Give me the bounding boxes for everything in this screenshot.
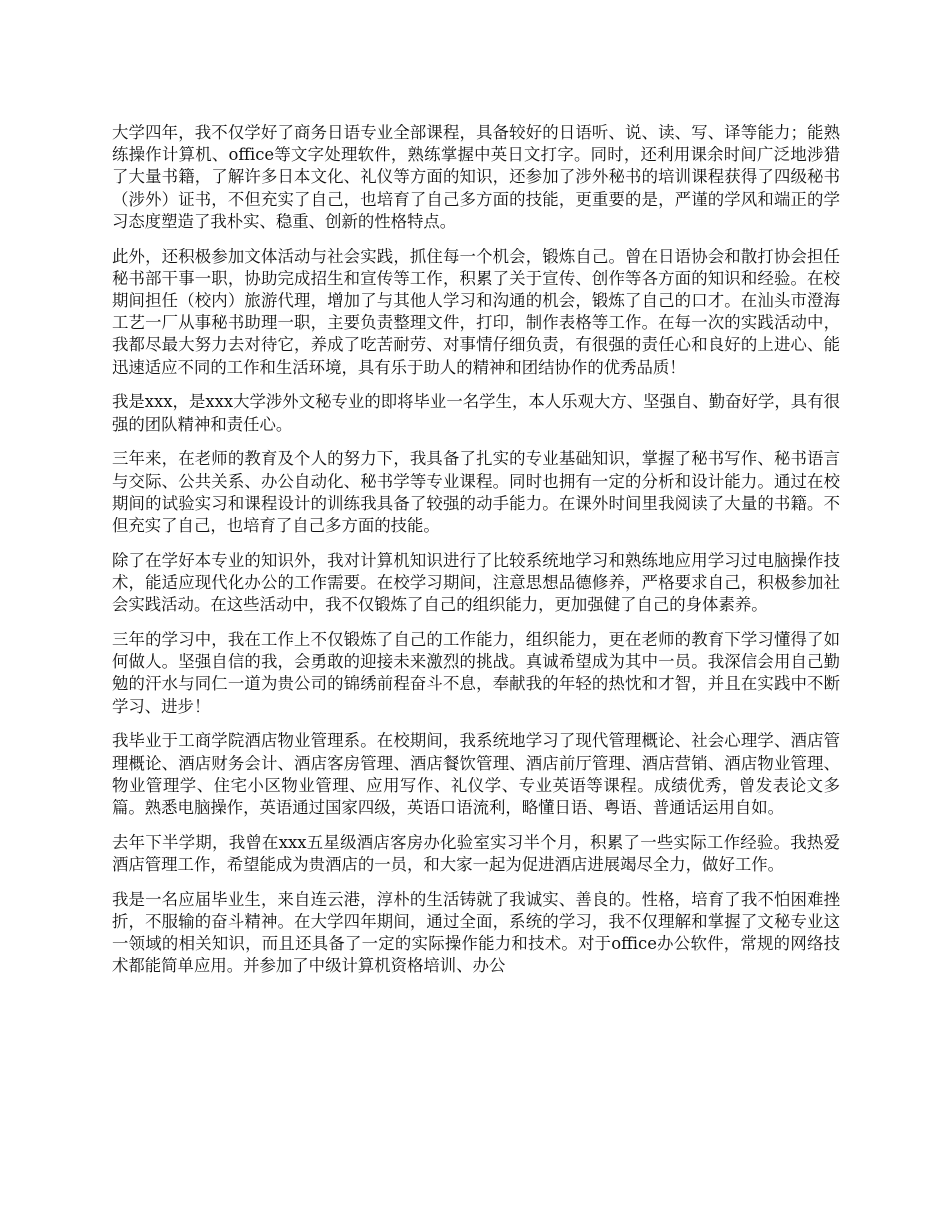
document-body [112,122,840,990]
paragraph-5: 除了在学好本专业的知识外，我对计算机知识进行了比较系统地学习和熟练地应用学习过电脑操作技术，能适应现代化办公的工作需要。在校学习期间，注意思想品德修养，严格要求自己，积极参加社会实践活动。在这些活动中，我不仅锻炼了自己的组织能力，更加强健了自己的身体素养。 [112,550,840,615]
paragraph-4: 三年来，在老师的教育及个人的努力下，我具备了扎实的专业基础知识，掌握了秘书写作、秘书语言与交际、公共关系、办公自动化、秘书学等专业课程。同时也拥有一定的分析和设计能力。通过在校期间的试验实习和课程设计的训练我具备了较强的动手能力。在课外时间里我阅读了大量的书籍。不但充实了自己，也培育了自己多方面的技能。 [112,449,840,536]
paragraph-6: 三年的学习中，我在工作上不仅锻炼了自己的工作能力，组织能力，更在老师的教育下学习懂得了如何做人。坚强自信的我，会勇敢的迎接未来激烈的挑战。真诚希望成为其中一员。我深信会用自己勤勉的汗水与同仁一道为贵公司的锦绣前程奋斗不息，奉献我的年轻的热忱和才智，并且在实践中不断学习、进步！ [112,630,840,716]
paragraph-7: 我毕业于工商学院酒店物业管理系。在校期间，我系统地学习了现代管理概论、社会心理学、酒店管理概论、酒店财务会计、酒店客房管理、酒店餐饮管理、酒店前厅管理、酒店营销、酒店物业管理、物业管理学、住宅小区物业管理、应用写作、礼仪学、专业英语等课程。成绩优秀，曾发表论文多篇。熟悉电脑操作，英语通过国家四级，英语口语流利，略懂日语、粤语、普通话运用自如。 [112,731,840,818]
paragraph-9: 我是一名应届毕业生，来自连云港，淳朴的生活铸就了我诚实、善良的。性格，培育了我不怕困难挫折，不服输的奋斗精神。在大学四年期间，通过全面，系统的学习，我不仅理解和掌握了文秘专业这一领域的相关知识，而且还具备了一定的实际操作能力和技术。对于office办公软件，常规的网络技术都能简单应用。并参加了中级计算机资格培训、办公 [112,889,840,976]
paragraph-1: 大学四年，我不仅学好了商务日语专业全部课程，具备较好的日语听、说、读、写、译等能力；能熟练操作计算机、office等文字处理软件，熟练掌握中英日文打字。同时，还利用课余时间广泛地涉猎了大量书籍，了解许多日本文化、礼仪等方面的知识，还参加了涉外秘书的培训课程获得了四级秘书（涉外）证书，不但充实了自己，也培育了自己多方面的技能，更重要的是，严谨的学风和端正的学习态度塑造了我朴实、稳重、创新的性格特点。 [112,123,840,231]
paragraph-8: 去年下半学期，我曾在xxx五星级酒店客房办化验室实习半个月，积累了一些实际工作经验。我热爱酒店管理工作，希望能成为贵酒店的一员，和大家一起为促进酒店进展竭尽全力，做好工作。 [112,832,840,875]
paragraph-3: 我是xxx，是xxx大学涉外文秘专业的即将毕业一名学生，本人乐观大方、坚强自、勤奋好学，具有很强的团队精神和责任心。 [112,392,840,434]
paragraph-2: 此外，还积极参加文体活动与社会实践，抓住每一个机会，锻炼自己。曾在日语协会和散打协会担任秘书部干事一职，协助完成招生和宣传等工作，积累了关于宣传、创作等各方面的知识和经验。在校期间担任（校内）旅游代理，增加了与其他人学习和沟通的机会，锻炼了自己的口才。在汕头市澄海工艺一厂从事秘书助理一职，主要负责整理文件，打印，制作表格等工作。在每一次的实践活动中，我都尽最大努力去对待它，养成了吃苦耐劳、对事情仔细负责，有很强的责任心和良好的上进心、能迅速适应不同的工作和生活环境，具有乐于助人的精神和团结协作的优秀品质！ [112,246,840,377]
